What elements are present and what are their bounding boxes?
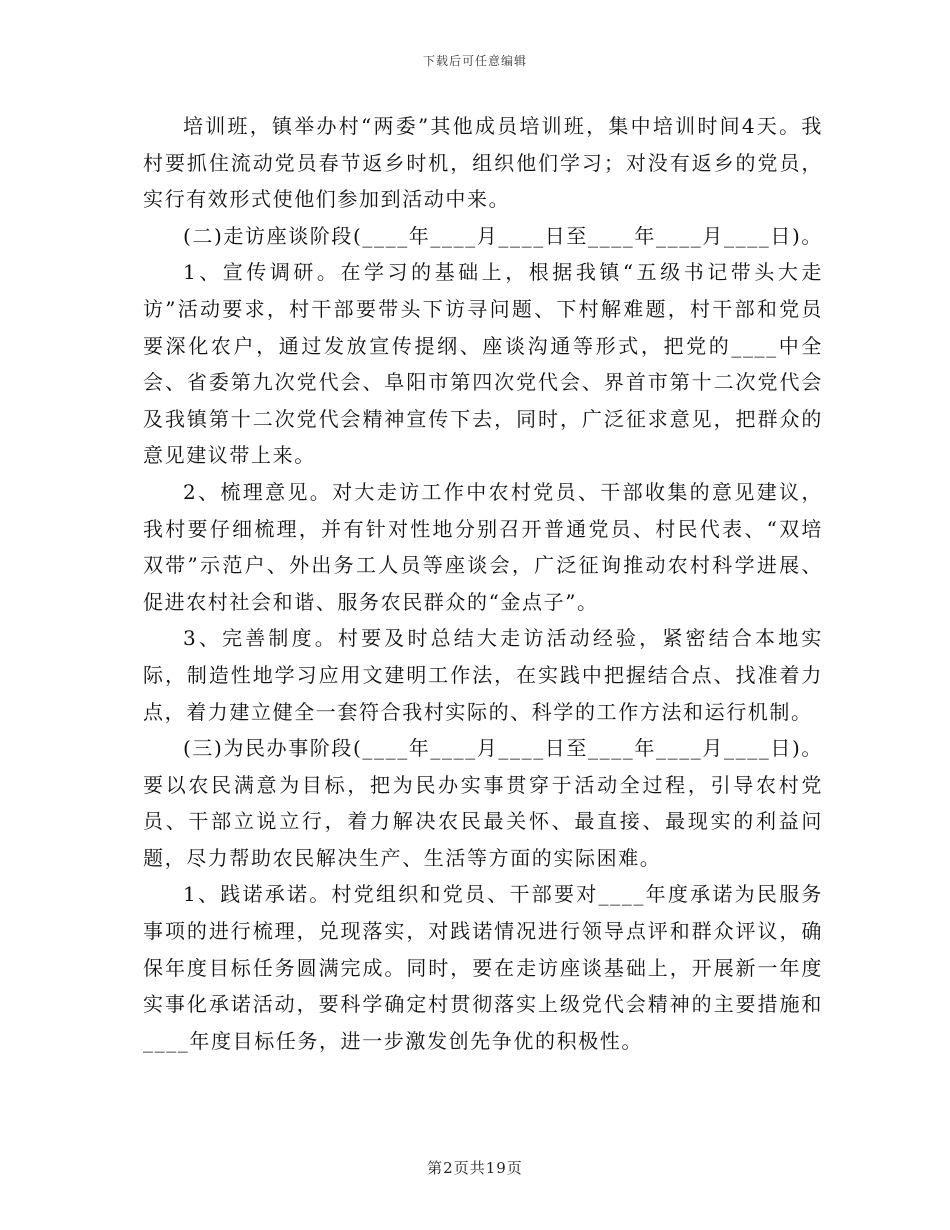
paragraph-training: 培训班，镇举办村“两委”其他成员培训班，集中培训时间4天。我村要抓住流动党员春节返乡时机，组织他们学习；对没有返乡的党员，实行有效形式使他们参加到活动中来。 [143,114,823,212]
header-note: 下载后可任意编辑 [422,54,527,68]
paragraph-visit-stage-heading: (二)走访座谈阶段(____年____月____日至____年____月____日)。 [183,223,824,248]
paragraph-improve-system: 3、完善制度。村要及时总结大走访活动经验，紧密结合本地实际，制造性地学习应用文建明工作法，在实践中把握结合点、找准着力点，着力建立健全一套符合我村实际的、科学的工作方法和运行机制。 [143,626,823,724]
page-number-footer: 第2页共19页 [427,1159,523,1177]
document-body [143,108,823,1059]
paragraph-fulfil-promises: 1、践诺承诺。村党组织和党员、干部要对____年度承诺为民服务事项的进行梳理，兑现落实，对践诺情况进行领导点评和群众评议，确保年度目标任务圆满完成。同时，要在走访座谈基础上，开展新一年度实事化承诺活动，要科学确定村贯彻落实上级党代会精神的主要措施和____年度目标任务，进一步激发创先争优的积极性。 [143,882,823,1053]
paragraph-publicity-research: 1、宣传调研。在学习的基础上，根据我镇“五级书记带头大走访”活动要求，村干部要带头下访寻问题、下村解难题，村干部和党员要深化农户，通过发放宣传提纲、座谈沟通等形式，把党的____中全会、省委第九次党代会、阜阳市第四次党代会、界首市第十二次党代会及我镇第十二次党代会精神宣传下去，同时，广泛征求意见，把群众的意见建议带上来。 [143,260,823,468]
paragraph-sort-opinions: 2、梳理意见。对大走访工作中农村党员、干部收集的意见建议，我村要仔细梳理，并有针对性地分别召开普通党员、村民代表、“双培双带”示范户、外出务工人员等座谈会，广泛征询推动农村科学进展、促进农村社会和谐、服务农民群众的“金点子”。 [143,479,823,614]
paragraph-service-stage: (三)为民办事阶段(____年____月____日至____年____月____日)。要以农民满意为目标，把为民办实事贯穿于活动全过程，引导农村党员、干部立说立行，着力解决农民最关怀、最直接、最现实的利益问题，尽力帮助农民解决生产、生活等方面的实际困难。 [143,736,824,870]
